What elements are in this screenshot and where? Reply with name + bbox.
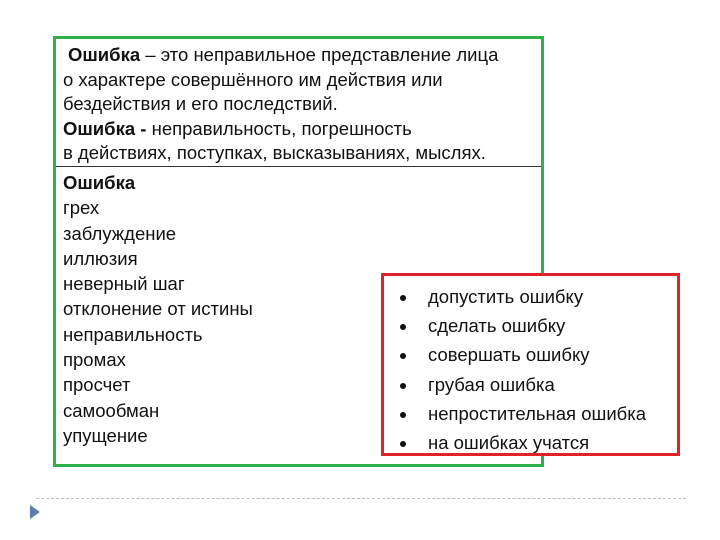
collocation-item [396, 340, 646, 369]
synonym-item: самообман [63, 399, 160, 421]
synonym-item: иллюзия [63, 247, 138, 269]
triangle-arrow-icon[interactable] [30, 505, 40, 519]
collocation-item [396, 282, 646, 311]
collocation-text: непростительная ошибка [428, 402, 647, 424]
collocation-item [396, 399, 646, 428]
collocation-item [396, 311, 646, 340]
collocation-item [396, 370, 646, 399]
synonyms-list [63, 195, 253, 448]
synonym-item: неправильность [63, 323, 203, 345]
definition-line-3: бездействия и его последствий. [63, 93, 338, 114]
synonym-item: заблуждение [63, 222, 177, 244]
collocation-text: совершать ошибку [428, 344, 590, 366]
collocations-list [396, 282, 646, 457]
collocation-text: сделать ошибку [428, 315, 566, 337]
collocation-text: грубая ошибка [428, 373, 555, 395]
synonym-item: просчет [63, 374, 131, 396]
synonym-item: упущение [63, 424, 148, 446]
bullet-icon [400, 441, 406, 447]
synonyms-heading: Ошибка [63, 172, 136, 193]
bullet-icon [400, 324, 406, 330]
collocation-text: допустить ошибку [428, 286, 584, 307]
term-error-2: Ошибка - [63, 117, 147, 139]
collocation-item [396, 428, 646, 457]
synonym-item: неверный шаг [63, 273, 185, 295]
definition-text-1a: – это неправильное представление лица [140, 44, 499, 65]
definition-line-4 [63, 117, 541, 142]
synonym-item: грех [63, 197, 100, 219]
definition-line-2: о характере совершённого им действия или [63, 68, 443, 90]
definition-line-5: в действиях, поступках, высказываниях, мыслях. [63, 142, 486, 163]
collocation-text: на ошибках учатся [428, 432, 590, 454]
definition-text [63, 43, 541, 166]
bullet-icon [400, 383, 406, 389]
synonym-item: промах [63, 349, 126, 371]
definition-text-2a: неправильность, погрешность [146, 117, 412, 139]
bullet-icon [400, 295, 406, 301]
synonyms-section [63, 170, 253, 448]
section-divider [56, 166, 541, 167]
footer-divider [36, 498, 686, 499]
bullet-icon [400, 412, 406, 418]
collocations-frame [381, 273, 680, 456]
definition-line-1 [63, 43, 541, 68]
term-error: Ошибка [68, 44, 141, 65]
synonym-item: отклонение от истины [63, 298, 253, 320]
bullet-icon [400, 353, 406, 359]
